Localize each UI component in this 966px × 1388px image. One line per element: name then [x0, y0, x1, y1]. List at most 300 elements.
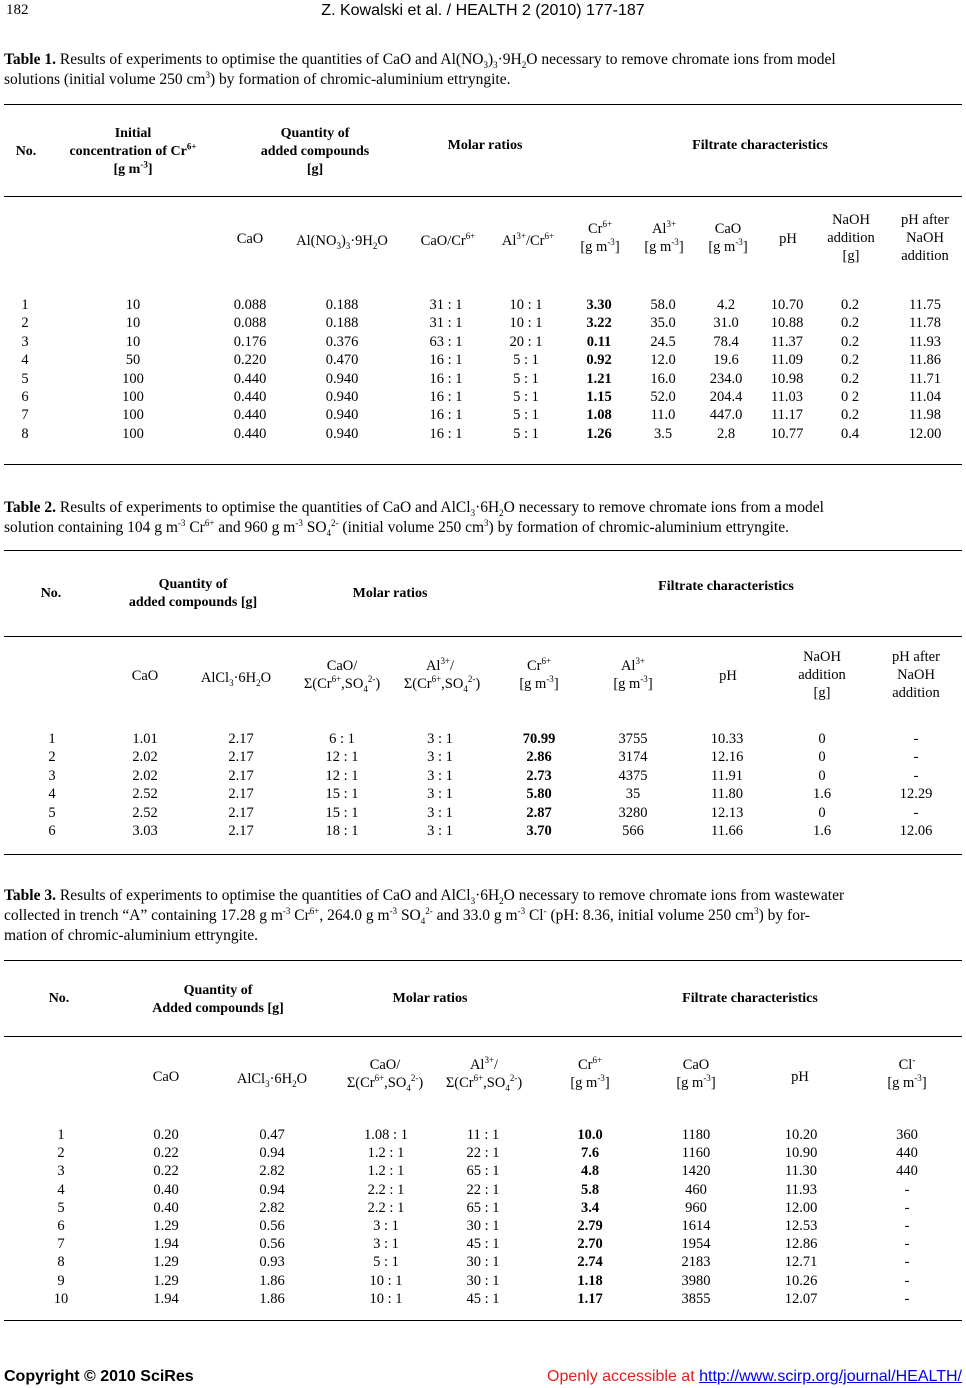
caption-text: Cr: [185, 519, 205, 536]
table-cell: 0: [818, 749, 826, 766]
col-header-quantity: Quantity of: [183, 983, 253, 998]
table-cell: 10: [125, 297, 141, 313]
subheader-al: $Al^{3+}$: [651, 219, 677, 237]
table-cell: 0.440: [233, 389, 267, 405]
table-cell: 1.94: [153, 1236, 179, 1253]
table-cell: -: [904, 1290, 910, 1307]
subheader-cao: CaO: [131, 668, 159, 684]
table-cell: 1: [57, 1127, 65, 1143]
subheader-cao-cr: CaO/$Cr^{6+}$: [420, 231, 476, 249]
table1-top-rule: [4, 104, 962, 105]
table-cell: 3755: [618, 731, 648, 747]
table-cell: 1.29: [153, 1254, 179, 1271]
table-cell: 0: [818, 767, 826, 784]
table-cell: 10.26: [784, 1272, 818, 1289]
header-text: [g m: [113, 162, 141, 177]
col-header-added: added compounds: [260, 144, 370, 159]
table-cell: 0.2: [840, 315, 860, 332]
header-text: Cr: [526, 658, 542, 674]
subheader-cao-sum: CaO/: [326, 658, 358, 674]
table-cell: 1.94: [153, 1290, 179, 1307]
table-cell: 1.2 : 1: [367, 1163, 405, 1180]
table-cell: 11.71: [908, 370, 942, 387]
table-cell: 1.18: [577, 1272, 603, 1289]
header-text: /Cr: [525, 233, 545, 249]
table-cell: 11.75: [908, 297, 942, 313]
table-cell: 12 : 1: [325, 749, 359, 766]
table-cell: 11.86: [908, 352, 942, 369]
header-text: ·6H: [233, 670, 257, 686]
table-cell: 30 : 1: [466, 1254, 500, 1271]
table-cell: 0.940: [325, 407, 359, 424]
table-cell: 3.70: [526, 823, 552, 839]
header-text: Al: [469, 1057, 485, 1073]
table-cell: 0.22: [153, 1145, 179, 1162]
table-cell: 3.4: [580, 1199, 600, 1216]
table-cell: 7: [21, 407, 29, 424]
table-cell: 45 : 1: [466, 1290, 500, 1307]
caption-text: ·6H: [475, 887, 500, 904]
journal-link[interactable]: http://www.scirp.org/journal/HEALTH/: [699, 1368, 962, 1385]
caption-text: Cl: [525, 907, 544, 924]
table-cell: 2.2 : 1: [367, 1181, 405, 1198]
table-cell: 11.93: [908, 333, 942, 350]
table-cell: 0.2: [840, 297, 860, 313]
table2-mid-rule: [4, 636, 962, 637]
table-cell: 0 2: [840, 389, 860, 405]
header-text: concentration of Cr: [69, 144, 187, 159]
table-cell: 24.5: [650, 333, 676, 350]
table-cell: 6 : 1: [329, 731, 355, 747]
table-cell: 1.2 : 1: [367, 1145, 405, 1162]
table-cell: 4.8: [580, 1163, 600, 1180]
table-cell: 0.56: [259, 1236, 285, 1253]
subheader-al: $Al^{3+}$: [620, 656, 646, 674]
table-cell: 234.0: [709, 370, 743, 387]
table-cell: 52.0: [650, 389, 676, 405]
header-text: [g m: [580, 239, 608, 255]
col-header-molar: Molar ratios: [447, 138, 523, 153]
table-cell: 12.13: [710, 804, 744, 821]
header-text: Al(NO: [296, 233, 337, 249]
table-cell: 5 : 1: [513, 425, 539, 442]
table-cell: 0.176: [233, 333, 267, 350]
table-cell: 6: [48, 823, 56, 839]
header-text: Σ(Cr: [303, 676, 332, 692]
table-cell: 12.16: [710, 749, 744, 766]
table-cell: 10 : 1: [509, 297, 543, 313]
table3-label: Table 3.: [4, 887, 56, 904]
table-cell: 5 : 1: [513, 407, 539, 424]
subheader-al-sum: $Al^{3+}/$: [425, 656, 455, 674]
table-cell: 0.088: [233, 297, 267, 313]
table-cell: 2.2 : 1: [367, 1199, 405, 1216]
table-cell: 0.4: [840, 425, 860, 442]
subheader-cao-sum: $\Sigma(Cr^{6+},SO_4^{2-})$: [346, 1073, 424, 1093]
table-cell: 5 : 1: [513, 352, 539, 369]
col-header-filtrate: Filtrate characteristics: [692, 138, 828, 153]
caption-text: ) by formation of chromic-aluminium ettryngite.: [210, 71, 511, 88]
subheader-cao-filtrate: CaO: [682, 1057, 710, 1073]
table-cell: 12.00: [908, 425, 942, 442]
table-cell: 4.2: [716, 297, 736, 313]
table-cell: 204.4: [709, 389, 743, 405]
caption-text: , 264.0 g m: [319, 907, 390, 924]
table-cell: -: [904, 1272, 910, 1289]
table-cell: 440: [896, 1163, 918, 1180]
caption-text: and 33.0 g m: [432, 907, 518, 924]
table-cell: 5 : 1: [373, 1254, 399, 1271]
table-cell: 11.03: [770, 389, 804, 405]
table-cell: 58.0: [650, 297, 676, 313]
table-cell: 3: [48, 767, 56, 784]
table-cell: 11.09: [770, 352, 804, 369]
table-cell: 9: [57, 1272, 65, 1289]
subheader-cao-sum: CaO/: [369, 1057, 401, 1073]
table-cell: 11 : 1: [466, 1127, 500, 1143]
subheader-naoh: NaOH: [803, 649, 841, 665]
caption-text: SO: [397, 907, 421, 924]
caption-text: O necessary to remove chromate ions from a model: [503, 499, 824, 516]
table-cell: 460: [685, 1181, 707, 1198]
caption-text: O necessary to remove chromate ions from model: [526, 51, 836, 68]
table-cell: 1180: [681, 1127, 711, 1143]
table-cell: 8: [21, 425, 29, 442]
header-text: Σ(Cr: [346, 1075, 375, 1091]
table-cell: 45 : 1: [466, 1236, 500, 1253]
table-cell: 22 : 1: [466, 1181, 500, 1198]
table-cell: 12.86: [784, 1236, 818, 1253]
subheader-ph-after: pH after: [892, 649, 940, 665]
table-cell: 16 : 1: [429, 352, 463, 369]
table-cell: 2.52: [132, 804, 158, 821]
col-header-quantity: Quantity of: [158, 577, 228, 592]
table-cell: 0.940: [325, 370, 359, 387]
subheader-ph-after: NaOH: [906, 230, 944, 246]
caption-text: Results of experiments to optimise the quantities of CaO and AlCl: [55, 499, 471, 516]
caption-text: Results of experiments to optimise the quantities of CaO and AlCl: [55, 887, 471, 904]
table-cell: 440: [896, 1145, 918, 1162]
table-cell: 0.470: [325, 352, 359, 369]
table-cell: -: [904, 1236, 910, 1253]
table2-caption: Table 2. Results of experiments to optimise the quantities of CaO and $AlCl_3\cdot 6H_2O$ necessary to remove chromate ions from a model solution containing 104 g $m^{-3}$ $Cr^{6+}$ and 960 g $m^{-3}$ $SO_4^{2-}$ (initial volume 250 $cm^3$) by formation of chromic-aluminium ettryngite.: [4, 499, 824, 539]
table-cell: 2.79: [577, 1218, 603, 1234]
table-cell: 10.98: [770, 370, 804, 387]
table-cell: 4: [21, 352, 29, 369]
table3-mid-rule: [4, 1036, 962, 1037]
table-cell: 10 : 1: [369, 1290, 403, 1307]
table-cell: 1: [21, 297, 29, 313]
table-cell: 2.17: [228, 823, 254, 839]
table-cell: 3: [21, 333, 29, 350]
table-cell: 10.33: [710, 731, 744, 747]
table-cell: 7: [57, 1236, 65, 1253]
table-cell: 12.00: [784, 1199, 818, 1216]
header-text: O: [296, 1071, 308, 1087]
table2-label: Table 2.: [4, 499, 56, 516]
table-cell: 31 : 1: [429, 315, 463, 332]
table-cell: 960: [685, 1199, 707, 1216]
table-cell: 3.30: [586, 297, 612, 313]
header-text: Al: [651, 221, 667, 237]
subheader-alcl3: $AlCl_3\cdot 6H_2O$: [236, 1071, 308, 1089]
subheader-ph: pH: [719, 668, 737, 684]
subheader-ph-after: NaOH: [897, 667, 935, 683]
col-header-concentration-unit: [g $m^{-3}$]: [113, 159, 153, 177]
table-cell: 15 : 1: [325, 786, 359, 803]
table-cell: 8: [57, 1254, 65, 1271]
col-header-no: No.: [15, 144, 37, 159]
table-cell: 10.90: [784, 1145, 818, 1162]
table-cell: 16 : 1: [429, 370, 463, 387]
table-cell: 2.17: [228, 749, 254, 766]
table-cell: 12.0: [650, 352, 676, 369]
table-cell: 11.0: [650, 407, 676, 424]
header-text: Cl: [898, 1057, 913, 1073]
table-cell: 3 : 1: [427, 731, 453, 747]
caption-text: SO: [302, 519, 327, 536]
caption-text: Cr: [290, 907, 310, 924]
subheader-cr: $Cr^{6+}$: [577, 1055, 603, 1073]
table-cell: 3.22: [586, 315, 612, 332]
header-text: [g m: [613, 676, 641, 692]
table-cell: 0.22: [153, 1163, 179, 1180]
subheader-cr-unit: [g $m^{-3}$]: [519, 674, 559, 692]
table-cell: 0.088: [233, 315, 267, 332]
table-cell: 7.6: [580, 1145, 600, 1162]
subheader-ph-after: pH after: [901, 212, 949, 228]
subheader-naoh: addition: [827, 230, 875, 246]
table-cell: 0.47: [259, 1127, 285, 1143]
table-cell: 2: [21, 315, 29, 332]
subheader-al-sum: $\Sigma(Cr^{6+},SO_4^{2-})$: [445, 1073, 523, 1093]
col-header-initial: Initial: [114, 126, 152, 141]
header-text: [g m: [887, 1075, 915, 1091]
table-cell: 20 : 1: [509, 333, 543, 350]
table-cell: 100: [122, 407, 144, 424]
table-cell: 2.82: [259, 1163, 285, 1180]
subheader-cr-unit: [g $m^{-3}$]: [580, 237, 620, 255]
table-cell: 10.77: [770, 425, 804, 442]
table-cell: 0: [818, 804, 826, 821]
table-cell: -: [904, 1199, 910, 1216]
table-cell: 35.0: [650, 315, 676, 332]
table-cell: 12 : 1: [325, 767, 359, 784]
table-cell: -: [913, 804, 919, 821]
table1-label: Table 1.: [4, 51, 56, 68]
table-cell: 0.2: [840, 333, 860, 350]
table-cell: 1: [48, 731, 56, 747]
table-cell: 11.91: [710, 767, 744, 784]
table-cell: 0.2: [840, 352, 860, 369]
table-cell: 35: [625, 786, 641, 803]
table-cell: 16 : 1: [429, 425, 463, 442]
caption-text: ): [487, 51, 494, 68]
table-cell: 0.188: [325, 297, 359, 313]
col-header-molar: Molar ratios: [392, 991, 468, 1006]
header-text: AlCl: [200, 670, 230, 686]
table1-caption: Table 1. Results of experiments to optimise the quantities of CaO and $Al(NO_3)_3\cdot 9H_2O$ necessary to remove chromate ions from model solutions (initial volume 250 $cm^3$) by formation of chromic-aluminium ettryngite.: [4, 51, 836, 88]
col-header-molar: Molar ratios: [352, 586, 428, 601]
table-cell: 5: [57, 1199, 65, 1216]
table-cell: 11.98: [908, 407, 942, 424]
table-cell: 15 : 1: [325, 804, 359, 821]
table-cell: 3980: [681, 1272, 711, 1289]
table1-mid-rule: [4, 196, 962, 197]
subheader-cao-filtrate-unit: [g $m^{-3}$]: [708, 237, 748, 255]
table-cell: 0.440: [233, 425, 267, 442]
col-header-added: added compounds [g]: [128, 595, 258, 610]
table-cell: 3 : 1: [427, 767, 453, 784]
table-cell: 4: [48, 786, 56, 803]
table-cell: 0.93: [259, 1254, 285, 1271]
caption-text: Results of experiments to optimise the quantities of CaO and Al(NO: [55, 51, 484, 68]
table-cell: 11.93: [784, 1181, 818, 1198]
subheader-alcl3: $AlCl_3\cdot 6H_2O$: [200, 670, 272, 688]
table-cell: 100: [122, 425, 144, 442]
table-cell: 1.86: [259, 1290, 285, 1307]
table-cell: 0.220: [233, 352, 267, 369]
table-cell: 10 : 1: [509, 315, 543, 332]
table-cell: 10.0: [577, 1127, 603, 1143]
caption-text: ) by for-: [758, 907, 810, 924]
table-cell: 100: [122, 389, 144, 405]
table-cell: 11.30: [784, 1163, 818, 1180]
table-cell: 0.94: [259, 1181, 285, 1198]
col-header-filtrate: Filtrate characteristics: [658, 579, 794, 594]
table-cell: -: [904, 1218, 910, 1234]
table-cell: 0.440: [233, 370, 267, 387]
subheader-ph-after: addition: [892, 685, 940, 701]
caption-text: collected in trench “A” containing 17.28 g m: [4, 907, 283, 924]
table-cell: 2: [57, 1145, 65, 1162]
page-number: 182: [6, 2, 29, 18]
table-cell: 1.21: [586, 370, 612, 387]
table-cell: 5.8: [580, 1181, 600, 1198]
table-cell: 0.40: [153, 1181, 179, 1198]
subheader-naoh: addition: [798, 667, 846, 683]
table-cell: 1.29: [153, 1218, 179, 1234]
subheader-cr: $Cr^{6+}$: [526, 656, 552, 674]
subheader-cao-filtrate-unit: [g $m^{-3}$]: [676, 1073, 716, 1091]
table-cell: 2.86: [526, 749, 552, 766]
table-cell: 2.87: [526, 804, 552, 821]
table-cell: 12.06: [899, 823, 933, 839]
subheader-ph-after: addition: [901, 248, 949, 264]
table-cell: 50: [125, 352, 141, 369]
header-text: O: [377, 233, 388, 249]
table1-bottom-rule: [4, 464, 962, 465]
table-cell: 0.940: [325, 425, 359, 442]
table-cell: 2.17: [228, 804, 254, 821]
table-cell: 12.53: [784, 1218, 818, 1234]
table-cell: 5: [48, 804, 56, 821]
col-header-no: No.: [40, 586, 62, 601]
table-cell: 1160: [681, 1145, 711, 1162]
table-cell: 5.80: [526, 786, 552, 803]
table-cell: 0.11: [586, 333, 612, 350]
table-cell: 31.0: [713, 315, 739, 332]
table-cell: 2.82: [259, 1199, 285, 1216]
table-cell: 0.56: [259, 1218, 285, 1234]
table-cell: -: [913, 749, 919, 766]
col-header-concentration: concentration of $Cr^{6+}$: [69, 141, 197, 159]
table-cell: 31 : 1: [429, 297, 463, 313]
table-cell: 0.92: [586, 352, 612, 369]
subheader-naoh: [g]: [813, 685, 831, 701]
access-text: Openly accessible at: [547, 1368, 700, 1385]
subheader-naoh: NaOH: [832, 212, 870, 228]
table-cell: 11.04: [908, 389, 942, 405]
header-text: Cr: [587, 221, 603, 237]
caption-text: ·6H: [475, 499, 500, 516]
subheader-cr-unit: [g $m^{-3}$]: [570, 1073, 610, 1091]
table-cell: 3 : 1: [373, 1218, 399, 1234]
table-cell: 16 : 1: [429, 407, 463, 424]
table-cell: 18 : 1: [325, 823, 359, 839]
table-cell: 30 : 1: [466, 1272, 500, 1289]
subheader-al-unit: [g $m^{-3}$]: [613, 674, 653, 692]
table-cell: 3 : 1: [373, 1236, 399, 1253]
table-cell: 11.17: [770, 407, 804, 424]
header-text: Al: [425, 658, 441, 674]
table-cell: 10.70: [770, 297, 804, 313]
table-cell: 0.188: [325, 315, 359, 332]
header-text: Σ(Cr: [445, 1075, 474, 1091]
table2-bottom-rule: [4, 854, 962, 855]
caption-text: and 960 g m: [214, 519, 296, 536]
table-cell: 2.02: [132, 767, 158, 784]
table-cell: 10.20: [784, 1127, 818, 1143]
caption-text: (initial volume 250 cm: [338, 519, 485, 536]
table-cell: 1.29: [153, 1272, 179, 1289]
table-cell: 447.0: [709, 407, 743, 424]
table-cell: 0.940: [325, 389, 359, 405]
table3-top-rule: [4, 960, 962, 961]
copyright: Copyright © 2010 SciRes: [4, 1368, 194, 1385]
caption-text: O necessary to remove chromate ions from wastewater: [503, 887, 845, 904]
subheader-al-sum: $\Sigma(Cr^{6+},SO_4^{2-})$: [403, 674, 481, 694]
table-cell: 3.5: [653, 425, 673, 442]
header-text: [g m: [644, 239, 672, 255]
table-cell: -: [913, 767, 919, 784]
table-cell: 1.6: [812, 786, 832, 803]
table-cell: 3 : 1: [427, 804, 453, 821]
header-text: ·6H: [269, 1071, 293, 1087]
subheader-cao-filtrate: CaO: [714, 221, 742, 237]
subheader-cr: $Cr^{6+}$: [587, 219, 613, 237]
table2-top-rule: [4, 550, 962, 551]
table-cell: 3 : 1: [427, 823, 453, 839]
table-cell: 1954: [681, 1236, 711, 1253]
table-cell: 1420: [681, 1163, 711, 1180]
table-cell: 2.17: [228, 786, 254, 803]
header-text: Al: [501, 233, 517, 249]
header-text: ): [340, 233, 346, 249]
header-text: ·9H: [350, 233, 373, 249]
table-cell: 566: [622, 823, 644, 839]
header-text: Cr: [577, 1057, 593, 1073]
table-cell: 0: [818, 731, 826, 747]
table-cell: 1.86: [259, 1272, 285, 1289]
caption-text: solution containing 104 g m: [4, 519, 178, 536]
table3-bottom-rule: [4, 1320, 962, 1321]
table-cell: 11.37: [770, 333, 804, 350]
caption-text: ·9H: [497, 51, 522, 68]
table-cell: 2.17: [228, 731, 254, 747]
table-cell: 63 : 1: [429, 333, 463, 350]
table-cell: 70.99: [522, 731, 556, 747]
